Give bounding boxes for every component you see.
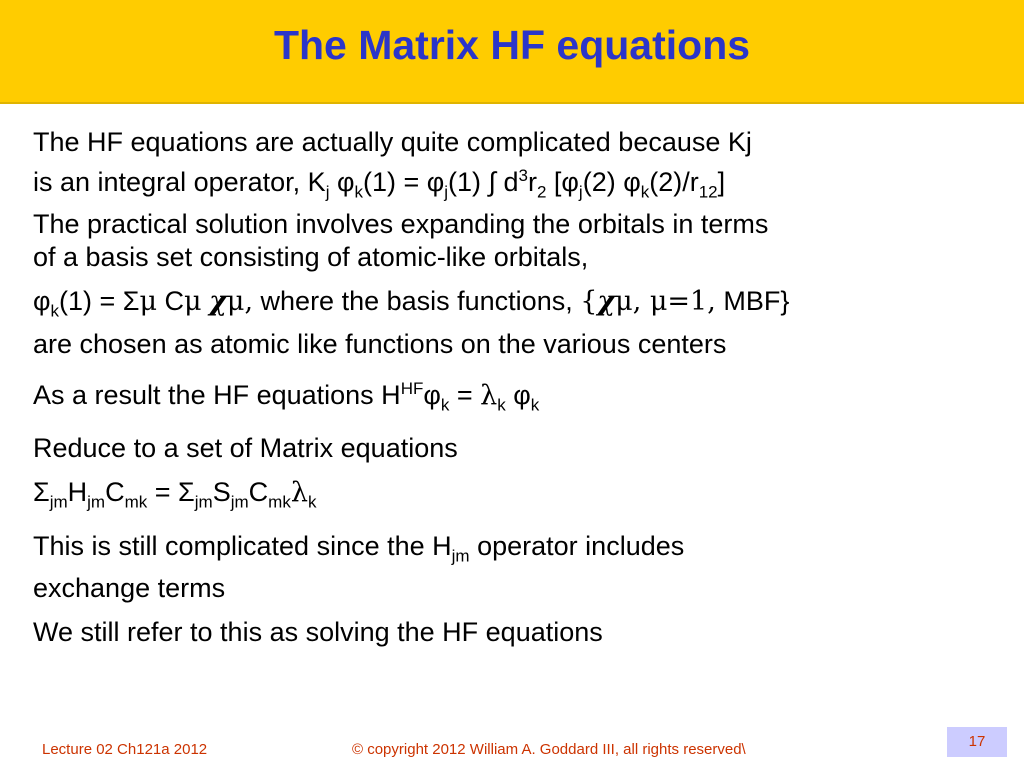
paragraph-3: As a result the HF equations $H^{HF}\varphi_k = \lambda_k$ $\varphi_k$: [33, 378, 540, 415]
paragraph-2-line-2: are chosen as atomic like functions on the various centers: [33, 328, 727, 359]
paragraph-1-line-2: is an integral operator, $K_j$ $\varphi_k(1) = \varphi_j(1)$ ∫ $d^3r_2$ [$\varphi_j(2)$ $\varphi_k(2)/r_{12}$]: [33, 166, 726, 202]
page-number: 17: [947, 727, 1007, 757]
paragraph-5-matrix-equation: $\Sigma_{jm}H_{jm}C_{mk} = \Sigma_{jm}S_{jm}C_{mk}\lambda_k$: [33, 477, 317, 512]
slide-body: [33, 126, 993, 649]
paragraph-2-line-1: $\varphi_k(1) = \Sigma\mu$ Cμ χμ, where the basis functions, {χμ, μ=1, MBF}: [33, 286, 790, 321]
paragraph-1-line-4: of a basis set consisting of atomic-like orbitals,: [33, 242, 589, 273]
footer-copyright: © copyright 2012 William A. Goddard III, all rights reserved\: [352, 741, 746, 758]
paragraph-1-line-1: The HF equations are actually quite complicated because Kj: [33, 127, 752, 157]
slide-title: The Matrix HF equations: [273, 22, 751, 68]
footer-lecture: Lecture 02 Ch121a 2012: [42, 741, 208, 758]
paragraph-4: Reduce to a set of Matrix equations: [33, 433, 458, 464]
paragraph-7: We still refer to this as solving the HF equations: [33, 616, 603, 647]
paragraph-1-line-3: The practical solution involves expanding the orbitals in terms: [33, 209, 769, 240]
paragraph-6-line-1: This is still complicated since the $H_{jm}$ operator includes: [33, 530, 685, 565]
paragraph-6-line-2: exchange terms: [33, 572, 226, 603]
